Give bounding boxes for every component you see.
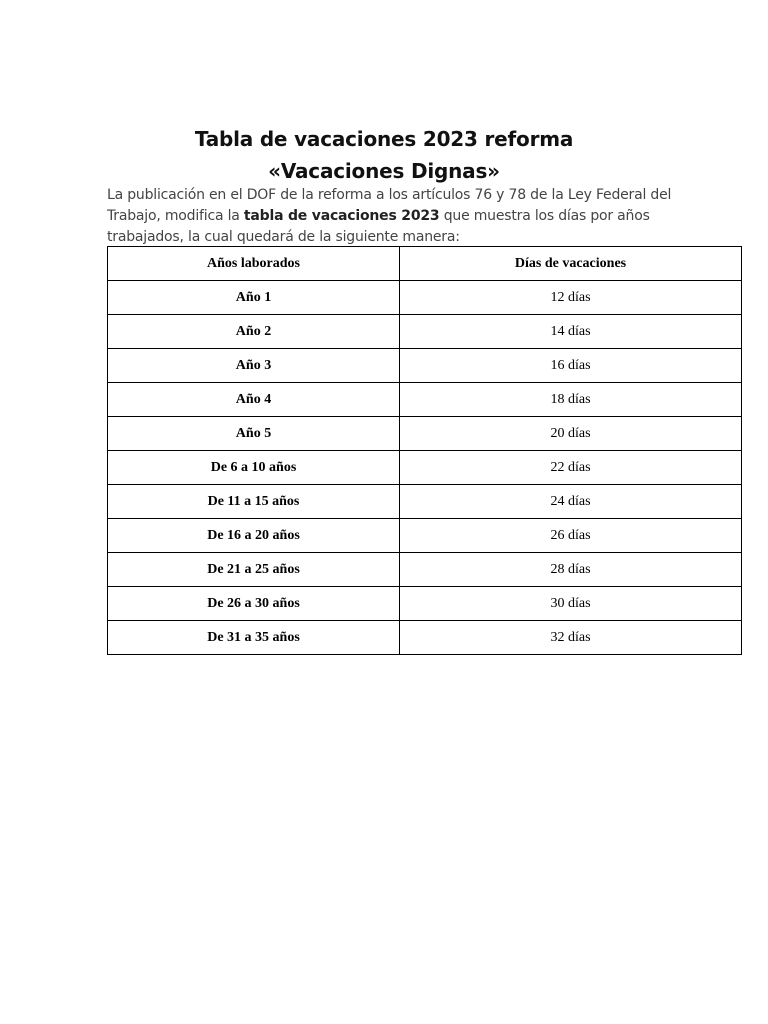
- years-cell: De 16 a 20 años: [108, 519, 400, 553]
- days-cell: 28 días: [400, 553, 742, 587]
- years-cell: De 6 a 10 años: [108, 451, 400, 485]
- days-cell: 20 días: [400, 417, 742, 451]
- vacation-table: [107, 246, 742, 655]
- table-row: [108, 383, 742, 417]
- days-cell: 16 días: [400, 349, 742, 383]
- table-row: [108, 451, 742, 485]
- table-row: [108, 417, 742, 451]
- days-cell: 22 días: [400, 451, 742, 485]
- years-cell: De 31 a 35 años: [108, 621, 400, 655]
- years-cell: De 11 a 15 años: [108, 485, 400, 519]
- header-days: Días de vacaciones: [400, 247, 742, 281]
- days-cell: 24 días: [400, 485, 742, 519]
- intro-paragraph: [107, 185, 707, 248]
- table-row: [108, 281, 742, 315]
- years-cell: Año 1: [108, 281, 400, 315]
- years-cell: De 26 a 30 años: [108, 587, 400, 621]
- intro-line-3: trabajados, la cual quedará de la siguiente manera:: [107, 229, 460, 245]
- days-cell: 14 días: [400, 315, 742, 349]
- page-title-line2: «Vacaciones Dignas»: [268, 159, 500, 183]
- intro-line-2-start: Trabajo, modifica la: [107, 208, 244, 224]
- table-row: [108, 485, 742, 519]
- years-cell: Año 3: [108, 349, 400, 383]
- table-row: [108, 587, 742, 621]
- table-row: [108, 315, 742, 349]
- intro-line-2-end: que muestra los días por años: [439, 208, 650, 224]
- header-years: Años laborados: [108, 247, 400, 281]
- intro-line-1: La publicación en el DOF de la reforma a los artículos 76 y 78 de la Ley Federal del: [107, 187, 672, 203]
- table-row: [108, 519, 742, 553]
- table-row: [108, 621, 742, 655]
- intro-bold-phrase: tabla de vacaciones 2023: [243, 208, 440, 224]
- days-cell: 18 días: [400, 383, 742, 417]
- years-cell: Año 4: [108, 383, 400, 417]
- years-cell: Año 5: [108, 417, 400, 451]
- intro-line-2: [107, 206, 707, 227]
- days-cell: 12 días: [400, 281, 742, 315]
- days-cell: 32 días: [400, 621, 742, 655]
- table-header-row: [108, 247, 742, 281]
- years-cell: Año 2: [108, 315, 400, 349]
- days-cell: 26 días: [400, 519, 742, 553]
- days-cell: 30 días: [400, 587, 742, 621]
- page-title-line1: Tabla de vacaciones 2023 reforma: [194, 127, 574, 151]
- years-cell: De 21 a 25 años: [108, 553, 400, 587]
- table-row: [108, 349, 742, 383]
- table-row: [108, 553, 742, 587]
